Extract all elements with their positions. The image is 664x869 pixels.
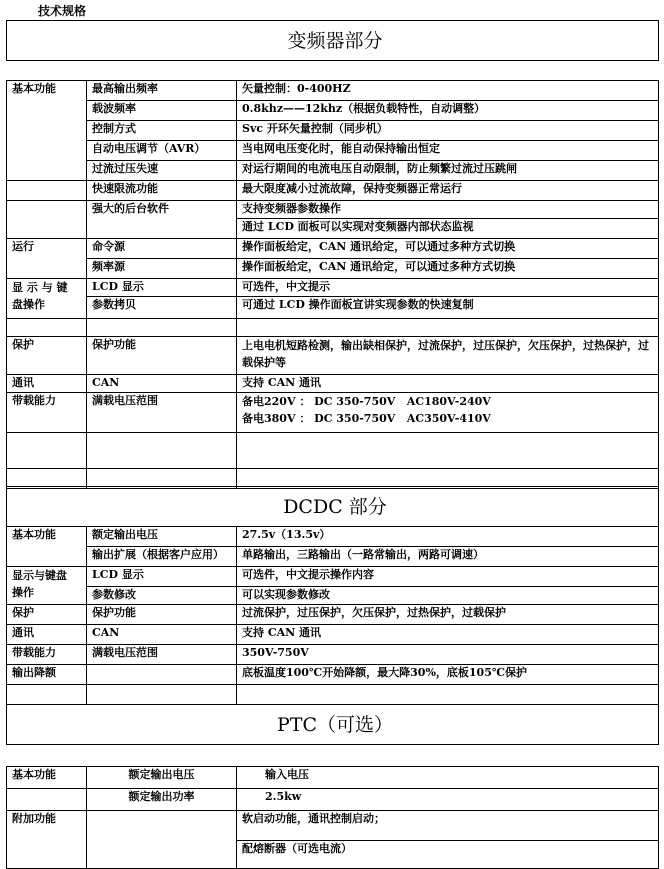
vfd-table-top	[6, 20, 659, 181]
vfd-param-name: 自动电压调节（AVR）	[87, 141, 237, 161]
dcdc-display-label-line1: 显示与键盘	[12, 569, 67, 582]
vfd-param-name: 过流过压失速	[87, 161, 237, 181]
vfd-param-name: 命令源	[87, 239, 237, 259]
vfd-param-value: 上电电机短路检测，输出缺相保护，过流保护，过压保护，欠压保护，过热保护，过载保护等	[237, 337, 659, 375]
vfd-param-name: 强大的后台软件	[87, 201, 237, 239]
vfd-param-value: 对运行期间的电流电压自动限制，防止频繁过流过压跳闸	[237, 161, 659, 181]
dcdc-param-name: 保护功能	[87, 605, 237, 625]
ptc-extra-value: 软启动功能，通讯控制启动；	[237, 811, 659, 841]
dcdc-param-value: 可选件，中文提示操作内容	[237, 567, 659, 587]
dcdc-basic-label: 基本功能	[7, 527, 87, 567]
ptc-param-name: 额定输出电压	[87, 767, 237, 789]
vfd-param-name: 满载电压范围	[87, 393, 237, 433]
dcdc-param-value: 27.5v（13.5v）	[237, 527, 659, 547]
vfd-param-name: 快速限流功能	[87, 181, 237, 201]
vfd-load-values	[237, 393, 659, 433]
vfd-param-name: 最高输出频率	[87, 81, 237, 101]
vfd-param-value: 0.8khz——12khz（根据负载特性，自动调整）	[237, 101, 659, 121]
vfd-load-value-380: 备电380V ： DC 350-750V AC350V-410V	[242, 412, 491, 425]
dcdc-derate-label: 输出降额	[7, 665, 87, 685]
dcdc-param-name: 满载电压范围	[87, 645, 237, 665]
dcdc-display-label	[7, 567, 87, 605]
vfd-protect-label: 保护	[7, 337, 87, 375]
ptc-section-title: PTC（可选）	[7, 705, 659, 745]
dcdc-param-value: 单路输出，三路输出（一路常输出，两路可调速）	[237, 547, 659, 567]
dcdc-section-title: DCDC 部分	[7, 487, 659, 527]
dcdc-param-name: 参数修改	[87, 587, 237, 605]
ptc-param-name: 额定输出功率	[87, 789, 237, 811]
ptc-param-value: 输入电压	[237, 767, 659, 789]
dcdc-ptc-table	[6, 486, 659, 869]
ptc-basic-label: 基本功能	[7, 767, 87, 789]
vfd-param-value: 矢量控制：0-400HZ	[237, 81, 659, 101]
vfd-display-label-line1: 显 示 与 键	[12, 281, 68, 294]
vfd-param-value: Svc 开环矢量控制（同步机）	[237, 121, 659, 141]
ptc-param-value: 2.5kw	[237, 789, 659, 811]
vfd-param-value: 可选件，中文提示	[237, 279, 659, 297]
vfd-param-name: 载波频率	[87, 101, 237, 121]
vfd-param-name: 保护功能	[87, 337, 237, 375]
dcdc-param-name: 额定输出电压	[87, 527, 237, 547]
vfd-param-name: LCD 显示	[87, 279, 237, 297]
ptc-extra-label: 附加功能	[7, 811, 87, 869]
dcdc-protect-label: 保护	[7, 605, 87, 625]
dcdc-param-value: 350V-750V	[237, 645, 659, 665]
document-label: 技术规格	[38, 4, 87, 18]
vfd-display-label-line2: 盘操作	[12, 298, 45, 311]
vfd-param-value: 操作面板给定，CAN 通讯给定，可以通过多种方式切换	[237, 259, 659, 279]
vfd-display-label	[7, 279, 87, 319]
vfd-param-value: 通过 LCD 面板可以实现对变频器内部状态监视	[237, 219, 659, 239]
ptc-extra-value: 配熔断器（可选电流）	[237, 841, 659, 869]
vfd-section-title: 变频器部分	[7, 21, 659, 61]
dcdc-load-label: 带载能力	[7, 645, 87, 665]
vfd-param-value: 操作面板给定，CAN 通讯给定，可以通过多种方式切换	[237, 239, 659, 259]
vfd-basic-label: 基本功能	[7, 81, 87, 181]
vfd-param-name: 频率源	[87, 259, 237, 279]
dcdc-param-name: LCD 显示	[87, 567, 237, 587]
vfd-param-value: 可通过 LCD 操作面板宣讲实现参数的快速复制	[237, 297, 659, 319]
dcdc-param-value: 过流保护，过压保护，欠压保护，过热保护，过载保护	[237, 605, 659, 625]
dcdc-comm-label: 通讯	[7, 625, 87, 645]
vfd-param-name: 参数拷贝	[87, 297, 237, 319]
dcdc-display-label-line2: 操作	[12, 586, 34, 599]
vfd-param-value: 最大限度减小过流故障，保持变频器正常运行	[237, 181, 659, 201]
vfd-param-name: CAN	[87, 375, 237, 393]
dcdc-param-value: 可以实现参数修改	[237, 587, 659, 605]
dcdc-param-value: 支持 CAN 通讯	[237, 625, 659, 645]
dcdc-param-name: 输出扩展（根据客户应用）	[87, 547, 237, 567]
vfd-param-value: 支持变频器参数操作	[237, 201, 659, 219]
dcdc-param-name: CAN	[87, 625, 237, 645]
vfd-param-name: 控制方式	[87, 121, 237, 141]
vfd-param-value: 支持 CAN 通讯	[237, 375, 659, 393]
dcdc-param-value: 底板温度100℃开始降额，最大降30%，底板105℃保护	[237, 665, 659, 685]
vfd-load-label: 带载能力	[7, 393, 87, 433]
vfd-table-bottom	[6, 180, 659, 489]
vfd-param-value: 当电网电压变化时，能自动保持输出恒定	[237, 141, 659, 161]
vfd-comm-label: 通讯	[7, 375, 87, 393]
vfd-run-label: 运行	[7, 239, 87, 279]
vfd-load-value-220: 备电220V ： DC 350-750V AC180V-240V	[242, 395, 491, 408]
